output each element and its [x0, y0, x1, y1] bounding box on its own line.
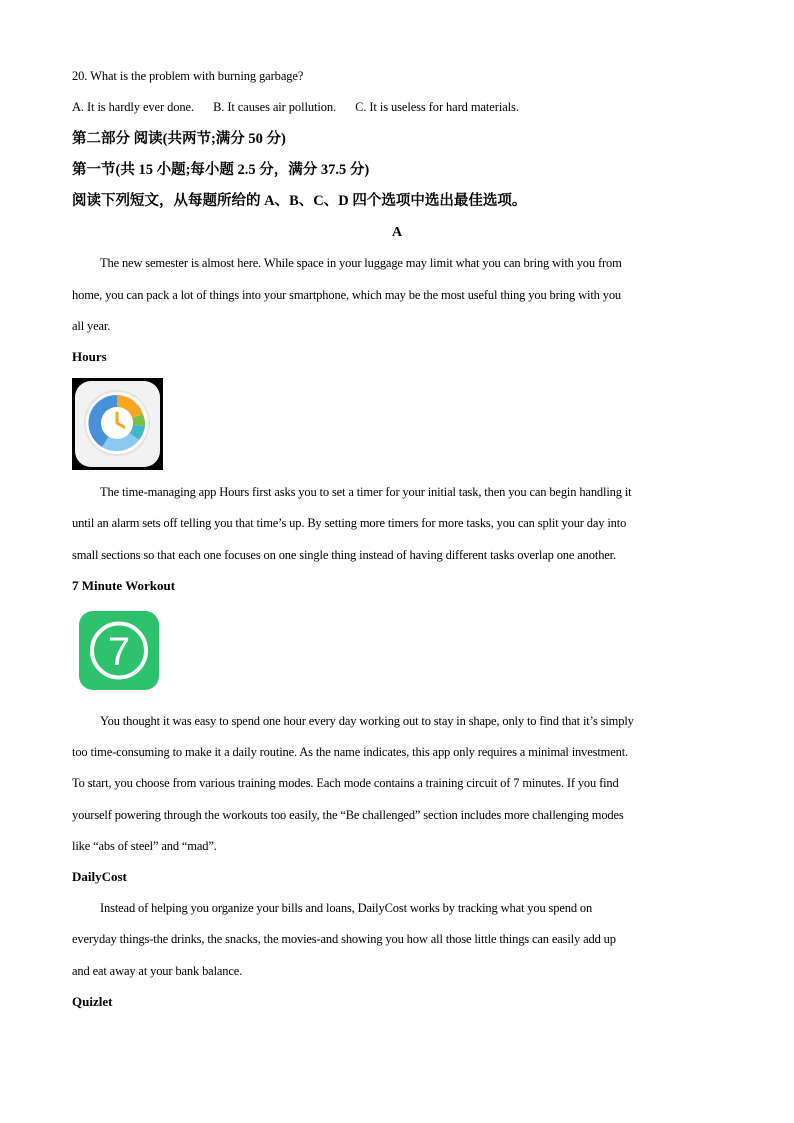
- hours-line: small sections so that each one focuses on one single thing instead of having different tasks overlap one another.: [72, 548, 616, 562]
- workout-line: You thought it was easy to spend one hour every day working out to stay in shape, only to find that it’s simply: [100, 714, 634, 728]
- instruction: 阅读下列短文，从每题所给的 A、B、C、D 四个选项中选出最佳选项。: [72, 193, 527, 209]
- option-a: A. It is hardly ever done.: [72, 100, 195, 114]
- workout-line: To start, you choose from various training modes. Each mode contains a training circuit of 7 minutes. If you find: [72, 776, 619, 790]
- workout-line: like “abs of steel” and “mad”.: [72, 839, 217, 853]
- app-title-hours: Hours: [72, 349, 107, 364]
- hours-line: The time-managing app Hours first asks you to set a timer for your initial task, then you can begin handling it: [100, 485, 632, 499]
- dailycost-line: Instead of helping you organize your bills and loans, DailyCost works by tracking what you spend on: [100, 901, 593, 915]
- option-b: B. It causes air pollution.: [213, 100, 337, 114]
- workout-line: yourself powering through the workouts too easily, the “Be challenged” section includes more challenging modes: [72, 808, 624, 822]
- passage-label: A: [391, 225, 403, 240]
- dailycost-line: and eat away at your bank balance.: [72, 964, 243, 978]
- sub-title: 第一节(共 15 小题;每小题 2.5 分，满分 37.5 分): [72, 162, 370, 178]
- seven-minute-icon: [79, 611, 159, 690]
- part-title: 第二部分 阅读(共两节;满分 50 分): [72, 131, 286, 147]
- app-title-dailycost: DailyCost: [72, 869, 127, 884]
- intro-line: all year.: [72, 319, 111, 333]
- workout-line: too time-consuming to make it a daily routine. As the name indicates, this app only requires a minimal investment.: [72, 745, 629, 759]
- hours-line: until an alarm sets off telling you that time’s up. By setting more timers for more tasks, you can split your day into: [72, 516, 627, 530]
- question-20-options: [72, 99, 535, 115]
- app-title-quizlet: Quizlet: [72, 994, 113, 1009]
- option-c: C. It is useless for hard materials.: [355, 100, 519, 114]
- hours-clock-icon: [72, 378, 163, 470]
- intro-line: The new semester is almost here. While space in your luggage may limit what you can bring with you from: [100, 256, 622, 270]
- intro-line: home, you can pack a lot of things into your smartphone, which may be the most useful thing you bring with you: [72, 288, 622, 302]
- svg-text:7: 7: [107, 630, 131, 674]
- app-title-7-minute-workout: 7 Minute Workout: [72, 578, 176, 593]
- question-20-stem: 20. What is the problem with burning garbage?: [72, 69, 304, 83]
- dailycost-line: everyday things-the drinks, the snacks, the movies-and showing you how all those little things can easily add up: [72, 932, 616, 946]
